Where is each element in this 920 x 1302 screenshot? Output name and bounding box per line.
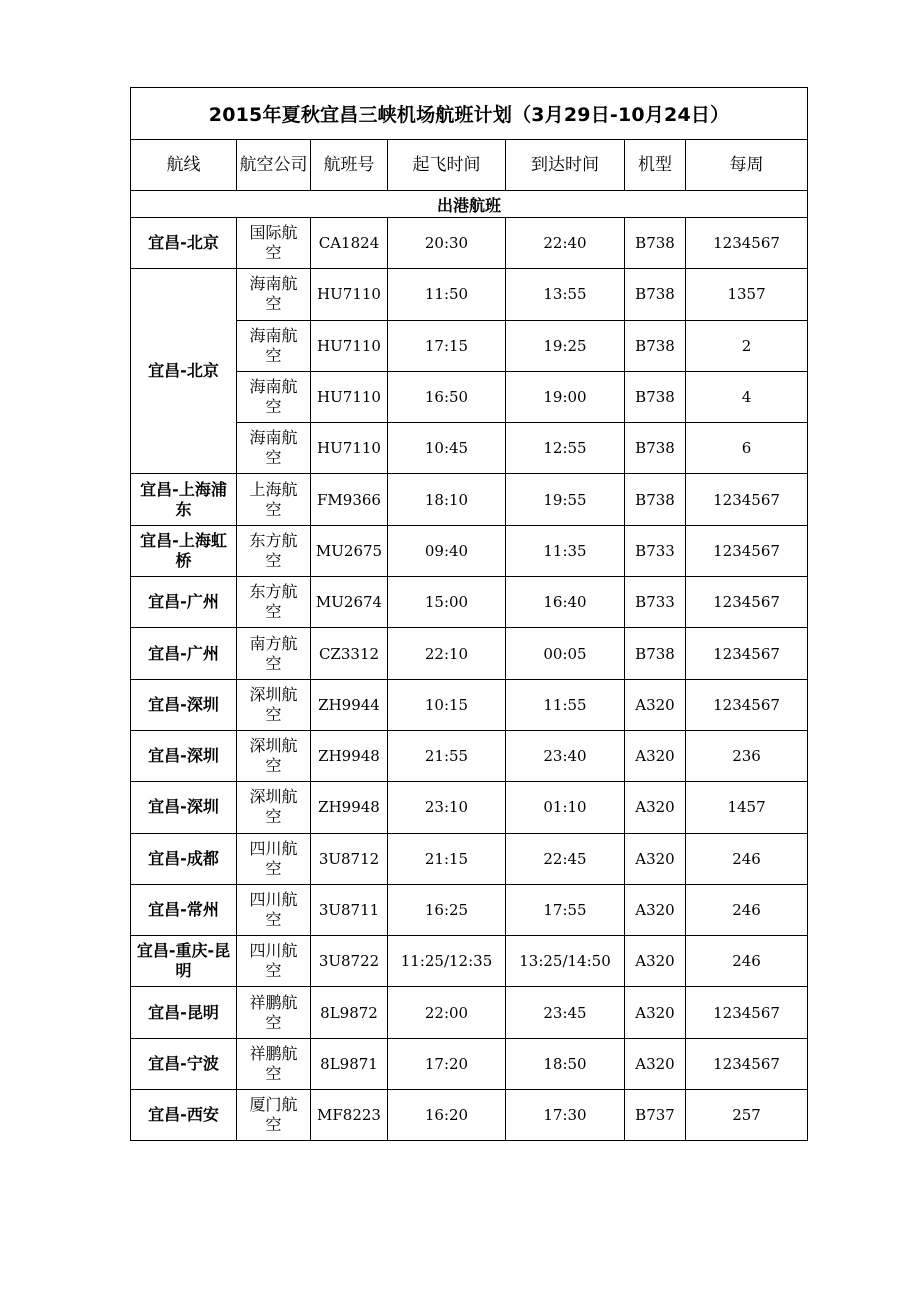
departure-time-cell: 23:10: [388, 782, 506, 833]
airline-cell: 祥鹏航空: [237, 987, 311, 1038]
weekly-days-cell: 246: [686, 884, 808, 935]
departure-time-cell: 09:40: [388, 525, 506, 576]
aircraft-type-cell: A320: [625, 987, 686, 1038]
table-row: [131, 782, 808, 833]
airline-cell: 东方航空: [237, 525, 311, 576]
header-flight-number: 航班号: [311, 140, 388, 191]
table-row: [131, 987, 808, 1038]
table-row: [131, 936, 808, 987]
weekly-days-cell: 1234567: [686, 577, 808, 628]
weekly-days-cell: 1357: [686, 269, 808, 320]
arrival-time-cell: 17:30: [506, 1090, 625, 1141]
departure-time-cell: 16:20: [388, 1090, 506, 1141]
flight-number-cell: ZH9944: [311, 679, 388, 730]
table-row: [131, 679, 808, 730]
aircraft-type-cell: A320: [625, 679, 686, 730]
weekly-days-cell: 1234567: [686, 987, 808, 1038]
weekly-days-cell: 1234567: [686, 474, 808, 525]
airline-cell: 上海航空: [237, 474, 311, 525]
route-cell: 宜昌-常州: [131, 884, 237, 935]
airline-cell: 四川航空: [237, 936, 311, 987]
weekly-days-cell: 6: [686, 423, 808, 474]
departure-time-cell: 18:10: [388, 474, 506, 525]
flight-number-cell: 3U8711: [311, 884, 388, 935]
aircraft-type-cell: A320: [625, 833, 686, 884]
arrival-time-cell: 11:55: [506, 679, 625, 730]
arrival-time-cell: 23:40: [506, 730, 625, 781]
aircraft-type-cell: B738: [625, 628, 686, 679]
aircraft-type-cell: B738: [625, 423, 686, 474]
aircraft-type-cell: B738: [625, 474, 686, 525]
arrival-time-cell: 19:55: [506, 474, 625, 525]
airline-cell: 四川航空: [237, 833, 311, 884]
weekly-days-cell: 1457: [686, 782, 808, 833]
arrival-time-cell: 13:55: [506, 269, 625, 320]
flight-number-cell: MU2674: [311, 577, 388, 628]
departure-time-cell: 17:15: [388, 320, 506, 371]
departure-time-cell: 21:55: [388, 730, 506, 781]
arrival-time-cell: 16:40: [506, 577, 625, 628]
flight-number-cell: 3U8722: [311, 936, 388, 987]
table-row: [131, 1038, 808, 1089]
flight-number-cell: ZH9948: [311, 782, 388, 833]
aircraft-type-cell: B737: [625, 1090, 686, 1141]
arrival-time-cell: 13:25/14:50: [506, 936, 625, 987]
departure-time-cell: 22:10: [388, 628, 506, 679]
departure-time-cell: 17:20: [388, 1038, 506, 1089]
arrival-time-cell: 22:40: [506, 218, 625, 269]
table-row: [131, 1090, 808, 1141]
header-weekly-days: 每周: [686, 140, 808, 191]
route-cell: 宜昌-上海虹桥: [131, 525, 237, 576]
weekly-days-cell: 246: [686, 833, 808, 884]
flight-number-cell: FM9366: [311, 474, 388, 525]
flight-number-cell: MU2675: [311, 525, 388, 576]
flight-number-cell: CA1824: [311, 218, 388, 269]
departure-time-cell: 22:00: [388, 987, 506, 1038]
weekly-days-cell: 246: [686, 936, 808, 987]
airline-cell: 四川航空: [237, 884, 311, 935]
arrival-time-cell: 01:10: [506, 782, 625, 833]
aircraft-type-cell: A320: [625, 936, 686, 987]
flight-schedule-table: [130, 87, 808, 1141]
flight-number-cell: MF8223: [311, 1090, 388, 1141]
table-row: [131, 269, 808, 320]
arrival-time-cell: 22:45: [506, 833, 625, 884]
arrival-time-cell: 11:35: [506, 525, 625, 576]
flight-number-cell: CZ3312: [311, 628, 388, 679]
table-row: [131, 730, 808, 781]
aircraft-type-cell: B738: [625, 218, 686, 269]
flight-number-cell: HU7110: [311, 371, 388, 422]
flight-number-cell: 8L9872: [311, 987, 388, 1038]
flight-number-cell: 3U8712: [311, 833, 388, 884]
aircraft-type-cell: A320: [625, 782, 686, 833]
header-aircraft-type: 机型: [625, 140, 686, 191]
airline-cell: 东方航空: [237, 577, 311, 628]
weekly-days-cell: 1234567: [686, 628, 808, 679]
arrival-time-cell: 19:25: [506, 320, 625, 371]
weekly-days-cell: 1234567: [686, 525, 808, 576]
table-row: [131, 218, 808, 269]
departure-time-cell: 10:45: [388, 423, 506, 474]
airline-cell: 祥鹏航空: [237, 1038, 311, 1089]
flight-rows: [131, 218, 808, 1141]
arrival-time-cell: 19:00: [506, 371, 625, 422]
airline-cell: 深圳航空: [237, 782, 311, 833]
aircraft-type-cell: B738: [625, 371, 686, 422]
route-cell: 宜昌-广州: [131, 628, 237, 679]
weekly-days-cell: 1234567: [686, 679, 808, 730]
weekly-days-cell: 257: [686, 1090, 808, 1141]
departure-time-cell: 16:25: [388, 884, 506, 935]
route-cell: 宜昌-成都: [131, 833, 237, 884]
departure-time-cell: 16:50: [388, 371, 506, 422]
table-row: [131, 525, 808, 576]
header-departure-time: 起飞时间: [388, 140, 506, 191]
weekly-days-cell: 4: [686, 371, 808, 422]
airline-cell: 深圳航空: [237, 730, 311, 781]
aircraft-type-cell: B738: [625, 320, 686, 371]
departure-time-cell: 10:15: [388, 679, 506, 730]
flight-number-cell: 8L9871: [311, 1038, 388, 1089]
airline-cell: 国际航空: [237, 218, 311, 269]
airline-cell: 海南航空: [237, 423, 311, 474]
header-airline: 航空公司: [237, 140, 311, 191]
route-cell: 宜昌-深圳: [131, 730, 237, 781]
aircraft-type-cell: B733: [625, 577, 686, 628]
table-row: [131, 884, 808, 935]
route-cell: 宜昌-上海浦东: [131, 474, 237, 525]
route-cell: 宜昌-北京: [131, 269, 237, 474]
airline-cell: 深圳航空: [237, 679, 311, 730]
flight-number-cell: HU7110: [311, 269, 388, 320]
airline-cell: 南方航空: [237, 628, 311, 679]
aircraft-type-cell: A320: [625, 884, 686, 935]
aircraft-type-cell: B738: [625, 269, 686, 320]
departure-time-cell: 11:25/12:35: [388, 936, 506, 987]
route-cell: 宜昌-重庆-昆明: [131, 936, 237, 987]
route-cell: 宜昌-深圳: [131, 679, 237, 730]
arrival-time-cell: 17:55: [506, 884, 625, 935]
table-row: [131, 474, 808, 525]
departure-time-cell: 15:00: [388, 577, 506, 628]
route-cell: 宜昌-广州: [131, 577, 237, 628]
arrival-time-cell: 18:50: [506, 1038, 625, 1089]
route-cell: 宜昌-西安: [131, 1090, 237, 1141]
table-row: [131, 833, 808, 884]
header-arrival-time: 到达时间: [506, 140, 625, 191]
arrival-time-cell: 23:45: [506, 987, 625, 1038]
airline-cell: 海南航空: [237, 320, 311, 371]
aircraft-type-cell: B733: [625, 525, 686, 576]
table-row: [131, 628, 808, 679]
flight-number-cell: HU7110: [311, 320, 388, 371]
route-cell: 宜昌-北京: [131, 218, 237, 269]
airline-cell: 厦门航空: [237, 1090, 311, 1141]
weekly-days-cell: 1234567: [686, 1038, 808, 1089]
aircraft-type-cell: A320: [625, 730, 686, 781]
departure-time-cell: 21:15: [388, 833, 506, 884]
departure-time-cell: 20:30: [388, 218, 506, 269]
weekly-days-cell: 1234567: [686, 218, 808, 269]
departure-time-cell: 11:50: [388, 269, 506, 320]
route-cell: 宜昌-深圳: [131, 782, 237, 833]
route-cell: 宜昌-宁波: [131, 1038, 237, 1089]
flight-number-cell: ZH9948: [311, 730, 388, 781]
airline-cell: 海南航空: [237, 371, 311, 422]
column-header-row: [131, 140, 808, 191]
schedule-title: 2015年夏秋宜昌三峡机场航班计划（3月29日-10月24日）: [131, 88, 808, 140]
weekly-days-cell: 236: [686, 730, 808, 781]
aircraft-type-cell: A320: [625, 1038, 686, 1089]
section-departures-label: 出港航班: [131, 191, 808, 218]
arrival-time-cell: 12:55: [506, 423, 625, 474]
table-row: [131, 577, 808, 628]
arrival-time-cell: 00:05: [506, 628, 625, 679]
header-route: 航线: [131, 140, 237, 191]
flight-number-cell: HU7110: [311, 423, 388, 474]
flight-schedule-document: [130, 87, 807, 1141]
route-cell: 宜昌-昆明: [131, 987, 237, 1038]
weekly-days-cell: 2: [686, 320, 808, 371]
airline-cell: 海南航空: [237, 269, 311, 320]
